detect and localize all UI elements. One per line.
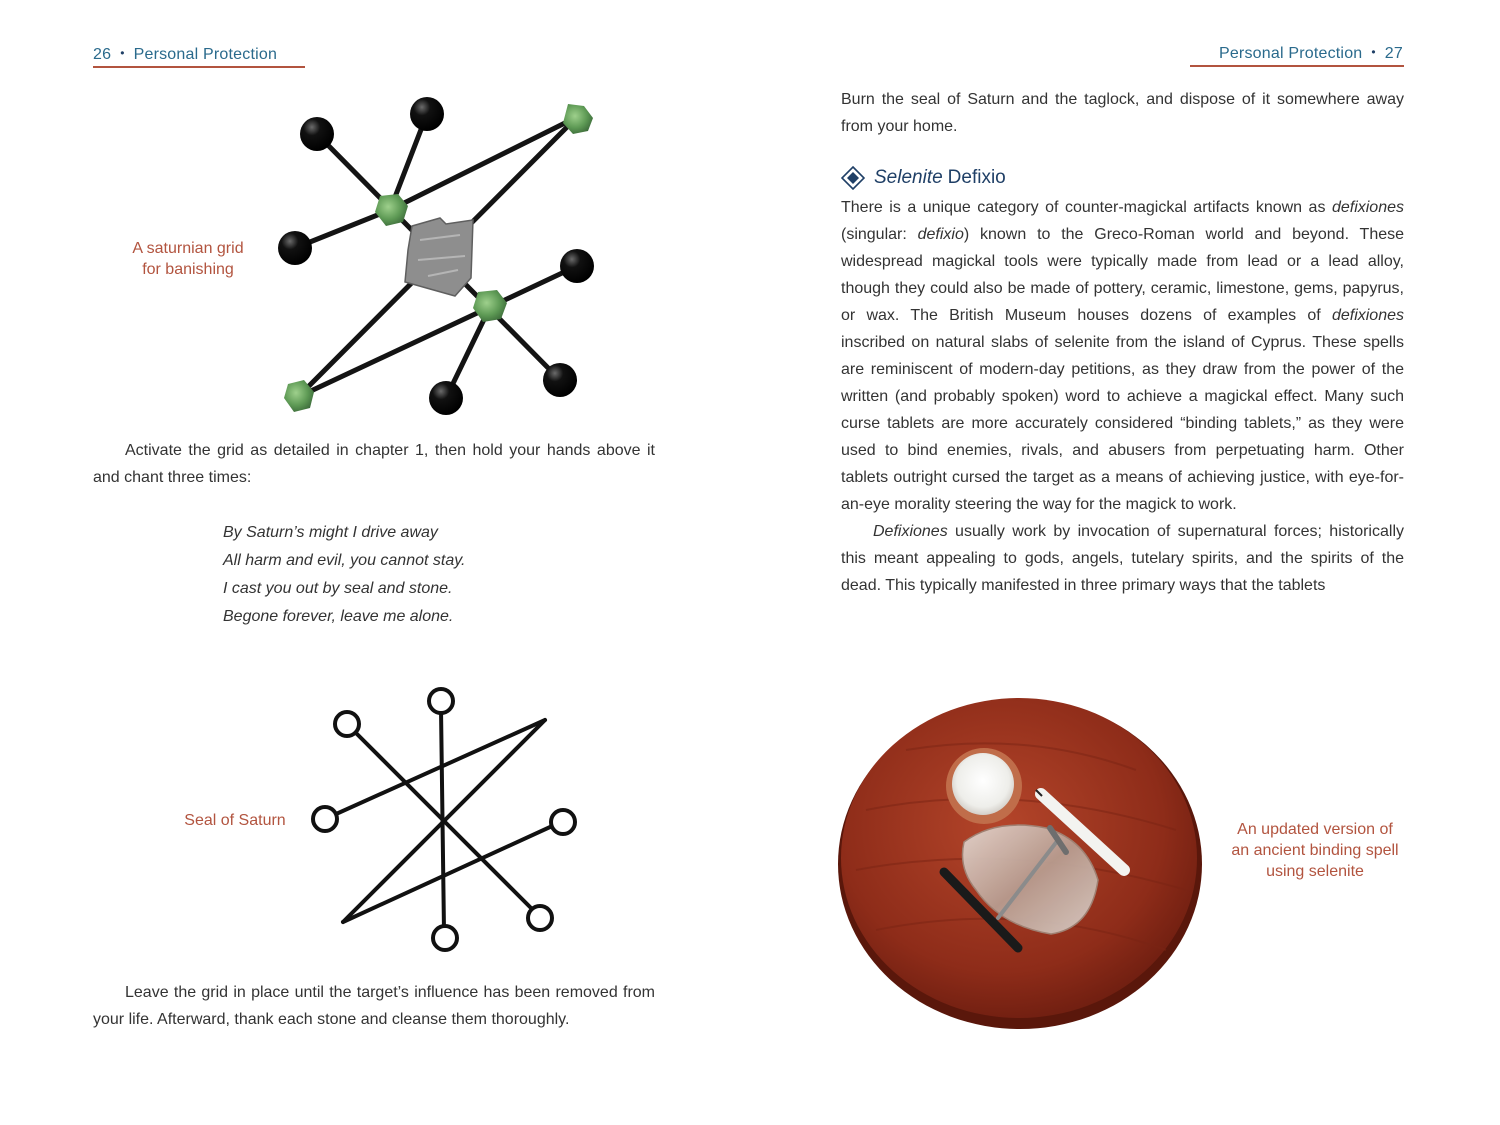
para-text: ) known to the Greco-Roman world and beyond. These widespread magickal tools were typically made from lead or a lead alloy, though they could also be made of pottery, ceramic, limestone, gems, papyrus, or wax. The British Museum houses dozens of examples of (841, 226, 1405, 324)
green-stone (473, 290, 507, 322)
chant-verse (223, 519, 466, 631)
para-emphasis: Defixiones (873, 523, 948, 540)
figure3-caption-line3: using selenite (1266, 863, 1364, 880)
seal-lines (325, 709, 561, 931)
para-emphasis: defixiones (1331, 307, 1404, 324)
left-page-number: 26 (93, 46, 112, 63)
right-paragraph-2-text (841, 518, 1404, 599)
para-text: There is a unique category of counter-magickal artifacts known as (841, 199, 1332, 216)
diamond-icon (841, 166, 865, 190)
para-emphasis: defixio (917, 226, 964, 243)
chant-line-2: All harm and evil, you cannot stay. (223, 552, 466, 569)
left-header-rule (93, 66, 305, 68)
para-text: inscribed on natural slabs of selenite from the island of Cyprus. These spells are reminiscent of modern-day petitions, as they draw from the power of the written (and probably spoken) word to achieve a magickal effect. Many such curse tablets are more accurately considered “binding tablets,” as they were used to bind enemies, rivals, and abusers from perpetuating harm. Other tablets outright cursed the target as a means of achieving justice, with eye-for-an-eye morality steering the way for the magick to work. (841, 334, 1404, 513)
section-heading (841, 166, 1006, 190)
right-header-section: Personal Protection (1218, 45, 1363, 62)
seal-circle (528, 906, 552, 930)
figure2-caption: Seal of Saturn (184, 812, 286, 829)
black-stone (410, 97, 444, 131)
left-paragraph-2-text: Leave the grid in place until the target’s influence has been removed from your life. Afterward, thank each stone and cleanse them thoroughly. (93, 984, 655, 1028)
figure1-caption-line1: A saturnian grid (132, 240, 244, 257)
left-header-section: Personal Protection (133, 46, 278, 63)
seal-circle (429, 689, 453, 713)
right-paragraph-top-text: Burn the seal of Saturn and the taglock, and dispose of it somewhere away from your home. (841, 91, 1404, 135)
chant-line-3: I cast you out by seal and stone. (223, 580, 453, 597)
black-stone (560, 249, 594, 283)
figure3-caption (1222, 819, 1408, 882)
right-paragraph-1 (841, 194, 1404, 599)
heading-rest: Defixio (947, 167, 1006, 188)
right-running-header (1219, 45, 1403, 63)
saturnian-grid-figure (270, 90, 610, 420)
selenite-binding-photo (836, 690, 1208, 1032)
figure3-caption-line2: an ancient binding spell (1231, 842, 1399, 859)
seal-circle (433, 926, 457, 950)
heading-italic-word: Selenite (874, 167, 943, 188)
figure3-caption-line1: An updated version of (1237, 821, 1393, 838)
right-paragraph-top (841, 86, 1404, 140)
chant-line-1: By Saturn’s might I drive away (223, 524, 438, 541)
seal-circle (313, 807, 337, 831)
seal-of-saturn-figure (305, 684, 585, 959)
black-stone (429, 381, 463, 415)
figure1-caption-line2: for banishing (142, 261, 234, 278)
para-text: usually work by invocation of supernatural forces; historically this meant appealing to gods, angels, tutelary spirits, and the spirits of the dead. This typically manifested in three primary ways that the tablets (841, 523, 1404, 594)
left-paragraph-2 (93, 979, 655, 1033)
header-bullet: • (1371, 45, 1376, 59)
black-stone (300, 117, 334, 151)
right-page-number: 27 (1384, 45, 1403, 62)
left-paragraph-1 (93, 437, 655, 491)
chant-line-4: Begone forever, leave me alone. (223, 608, 454, 625)
black-stone (543, 363, 577, 397)
figure1-caption (120, 238, 256, 280)
right-paragraph-1-text (841, 194, 1404, 518)
para-text: (singular: (841, 226, 918, 243)
salt-in-bowl (952, 753, 1014, 815)
right-header-rule (1190, 65, 1404, 67)
seal-circle (551, 810, 575, 834)
left-paragraph-1-text: Activate the grid as detailed in chapter 1, then hold your hands above it and chant three times: (93, 442, 655, 486)
left-running-header (93, 46, 277, 64)
header-bullet: • (120, 46, 125, 60)
seal-circle (335, 712, 359, 736)
para-emphasis: defixiones (1331, 199, 1404, 216)
black-stone (278, 231, 312, 265)
green-stone (375, 194, 408, 226)
